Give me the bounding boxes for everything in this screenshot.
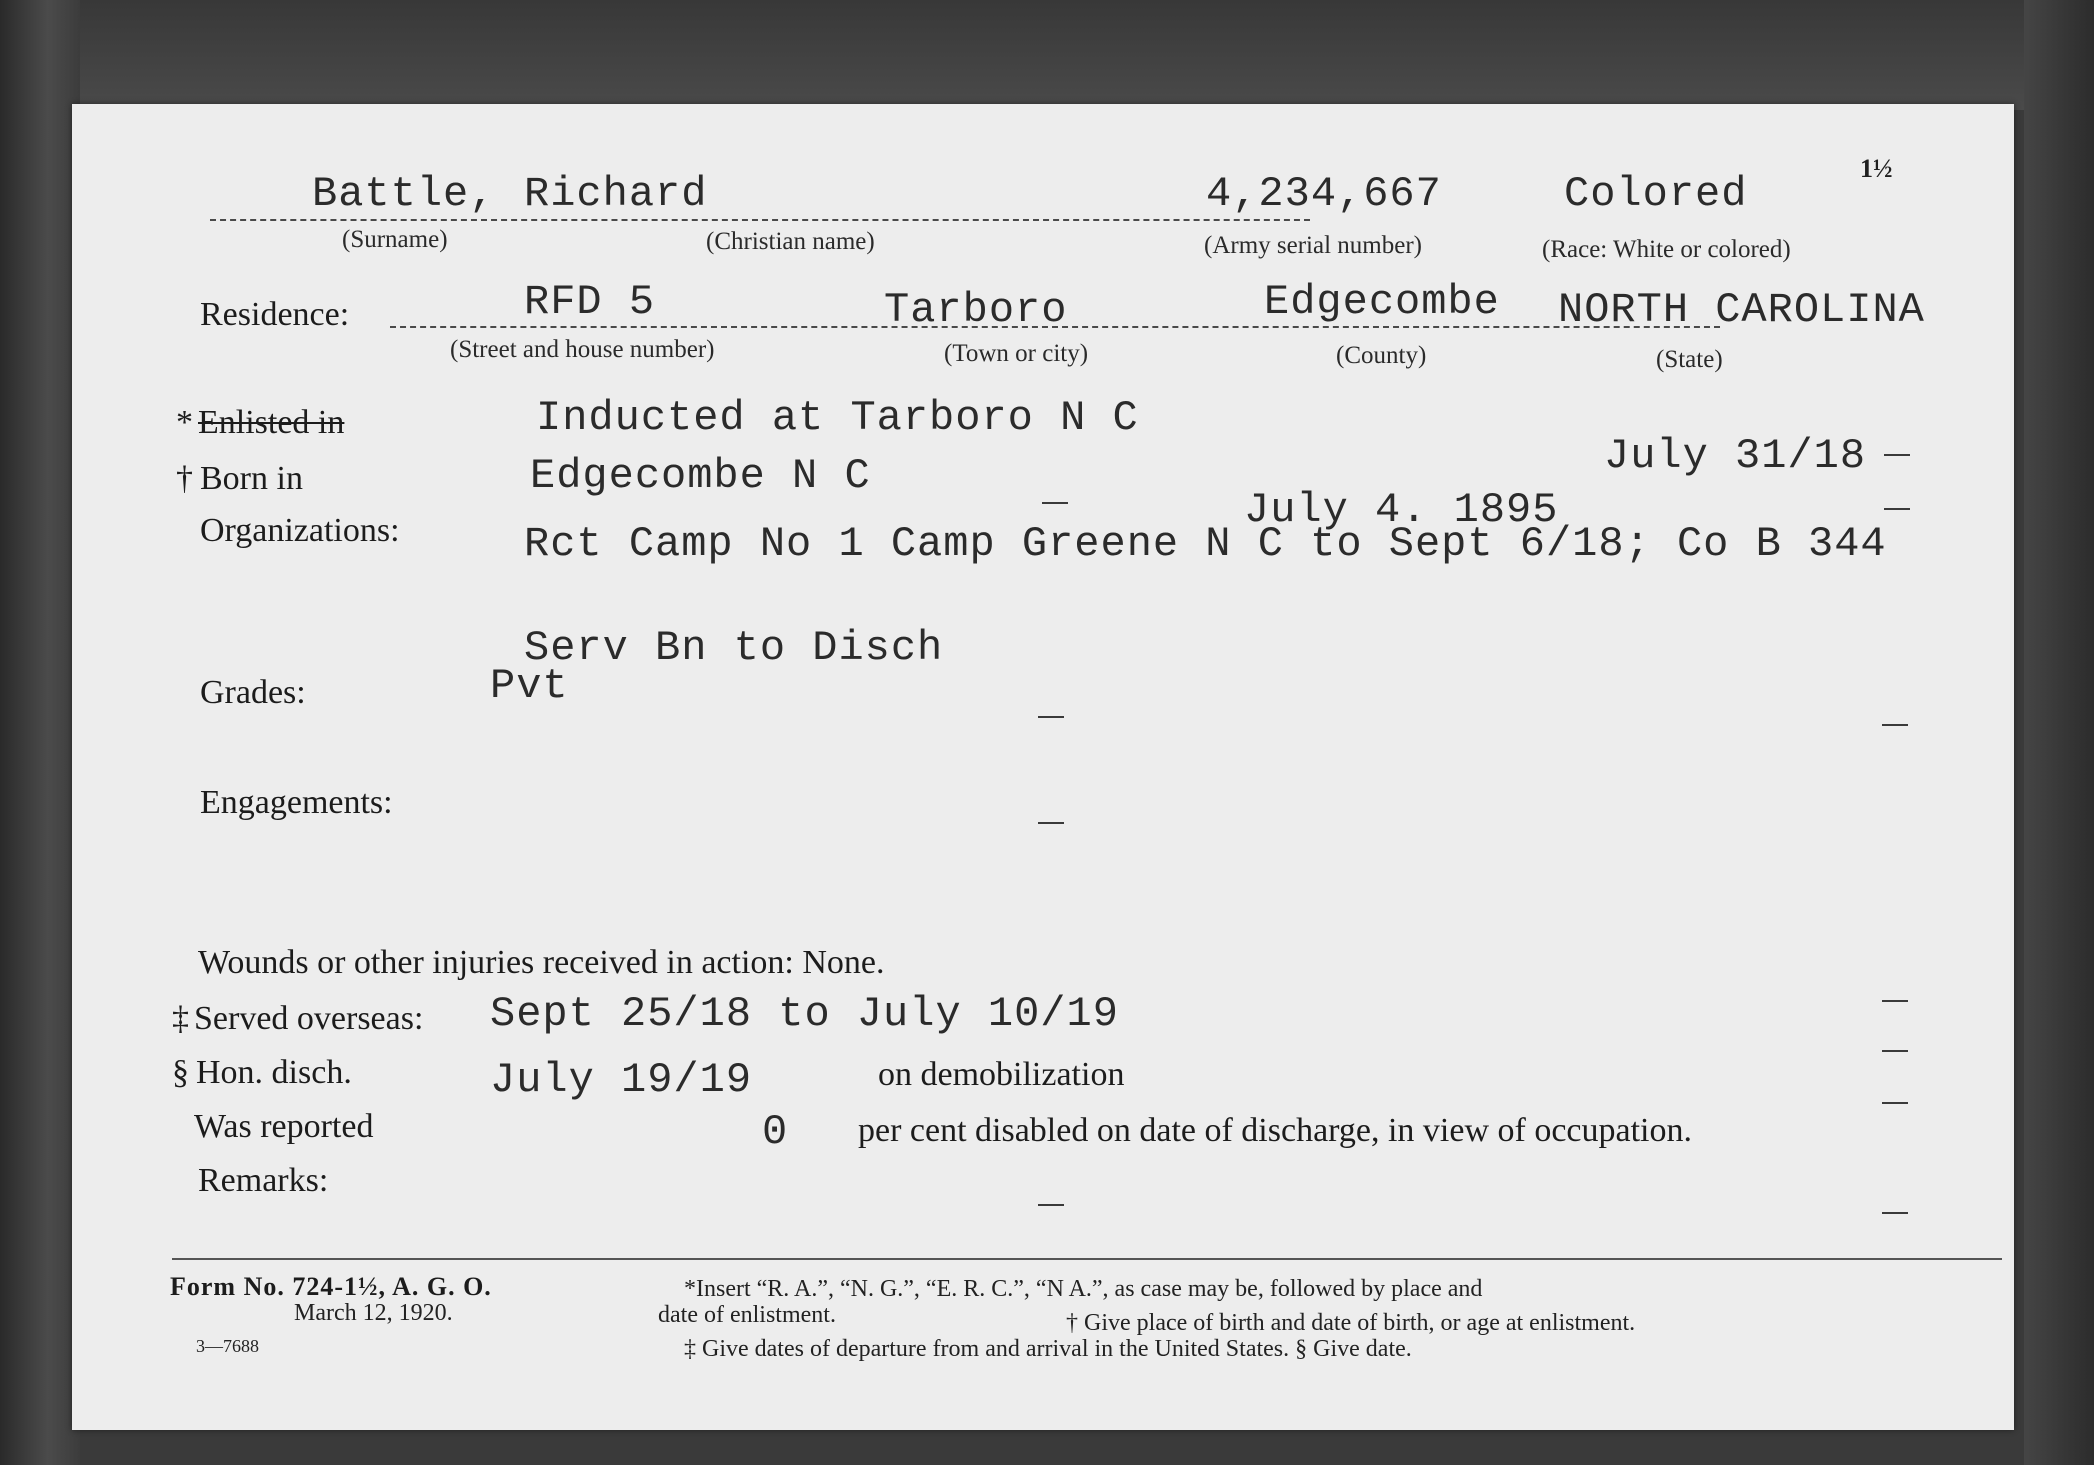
overseas-value: Sept 25/18 to July 10/19 <box>490 990 1119 1038</box>
born-label: Born in <box>200 460 303 497</box>
reported-tick <box>1882 1102 1908 1104</box>
discharge-marker: § <box>172 1054 189 1091</box>
name-dotted-line <box>210 219 1310 221</box>
engagements-tick <box>1038 822 1064 824</box>
organizations-line1: Rct Camp No 1 Camp Greene N C to Sept 6/18; Co B 344 <box>524 520 1887 568</box>
discharge-note: on demobilization <box>878 1056 1125 1093</box>
scan-backdrop-right <box>2024 0 2094 1465</box>
residence-street-value: RFD 5 <box>524 278 656 326</box>
enlisted-tick <box>1884 454 1910 456</box>
grades-value: Pvt <box>490 662 569 710</box>
remarks-right-tick <box>1882 1212 1908 1214</box>
born-place-value: Edgecombe N C <box>530 452 871 500</box>
residence-town-value: Tarboro <box>884 286 1068 334</box>
overseas-tick <box>1882 1000 1908 1002</box>
born-date-tick <box>1884 508 1910 510</box>
residence-county-value: Edgecombe <box>1264 278 1500 326</box>
footnote-line3: ‡ Give dates of departure from and arrival in the United States. § Give date. <box>684 1336 1412 1362</box>
grades-right-tick <box>1882 724 1908 726</box>
christian-name-caption: (Christian name) <box>706 228 875 255</box>
discharge-tick <box>1882 1050 1908 1052</box>
christian-name-value: Richard <box>524 170 708 218</box>
reported-text: per cent disabled on date of discharge, in view of occupation. <box>858 1112 1692 1149</box>
engagements-label: Engagements: <box>200 784 393 821</box>
residence-town-caption: (Town or city) <box>944 340 1089 367</box>
organizations-label: Organizations: <box>200 512 400 549</box>
serial-number-value: 4,234,667 <box>1206 170 1442 218</box>
residence-state-caption: (State) <box>1656 346 1723 373</box>
born-marker: † <box>176 460 193 497</box>
overseas-label: Served overseas: <box>194 1000 424 1037</box>
residence-county-caption: (County) <box>1336 342 1427 369</box>
residence-dotted-line <box>390 326 1720 328</box>
enlisted-value: Inducted at Tarboro N C <box>536 394 1139 442</box>
wounds-text: Wounds or other injuries received in action: None. <box>198 944 885 981</box>
footnote-line2b: † Give place of birth and date of birth, or age at enlistment. <box>1066 1310 1636 1336</box>
born-tick <box>1042 502 1068 504</box>
organizations-line2: Serv Bn to Disch <box>524 624 944 672</box>
footer-rule <box>172 1258 2002 1260</box>
grades-tick <box>1038 716 1064 718</box>
race-value: Colored <box>1564 170 1748 218</box>
discharge-date: July 19/19 <box>490 1056 753 1104</box>
residence-label: Residence: <box>200 296 350 333</box>
grades-label: Grades: <box>200 674 306 711</box>
remarks-label: Remarks: <box>198 1162 329 1199</box>
scan-backdrop-left <box>0 0 80 1465</box>
enlisted-date: July 31/18 <box>1604 432 1867 480</box>
footnote-line1: *Insert “R. A.”, “N. G.”, “E. R. C.”, “N A.”, as case may be, followed by place and <box>684 1276 1483 1302</box>
enlisted-marker: * <box>176 404 193 441</box>
overseas-marker: ‡ <box>172 1000 189 1037</box>
service-record-card <box>72 104 2014 1430</box>
discharge-label: Hon. disch. <box>196 1054 352 1091</box>
reported-label: Was reported <box>194 1108 374 1145</box>
surname-caption: (Surname) <box>342 226 448 253</box>
residence-street-caption: (Street and house number) <box>450 336 715 363</box>
corner-mark: 1½ <box>1860 154 1893 183</box>
reported-percent: 0 <box>762 1108 789 1156</box>
form-date: March 12, 1920. <box>294 1300 453 1326</box>
scan-backdrop-top <box>0 0 2094 110</box>
race-caption: (Race: White or colored) <box>1542 236 1791 263</box>
footnote-line2a: date of enlistment. <box>658 1302 836 1328</box>
residence-state-value: NORTH CAROLINA <box>1558 286 1925 334</box>
print-code: 3—7688 <box>196 1336 259 1356</box>
born-date-value: July 4. 1895 <box>1244 486 1559 534</box>
serial-number-caption: (Army serial number) <box>1204 232 1422 259</box>
enlisted-label: Enlisted in <box>198 404 345 441</box>
remarks-tick <box>1038 1204 1064 1206</box>
form-number: Form No. 724-1½, A. G. O. <box>170 1272 492 1301</box>
surname-value: Battle, <box>312 170 496 218</box>
